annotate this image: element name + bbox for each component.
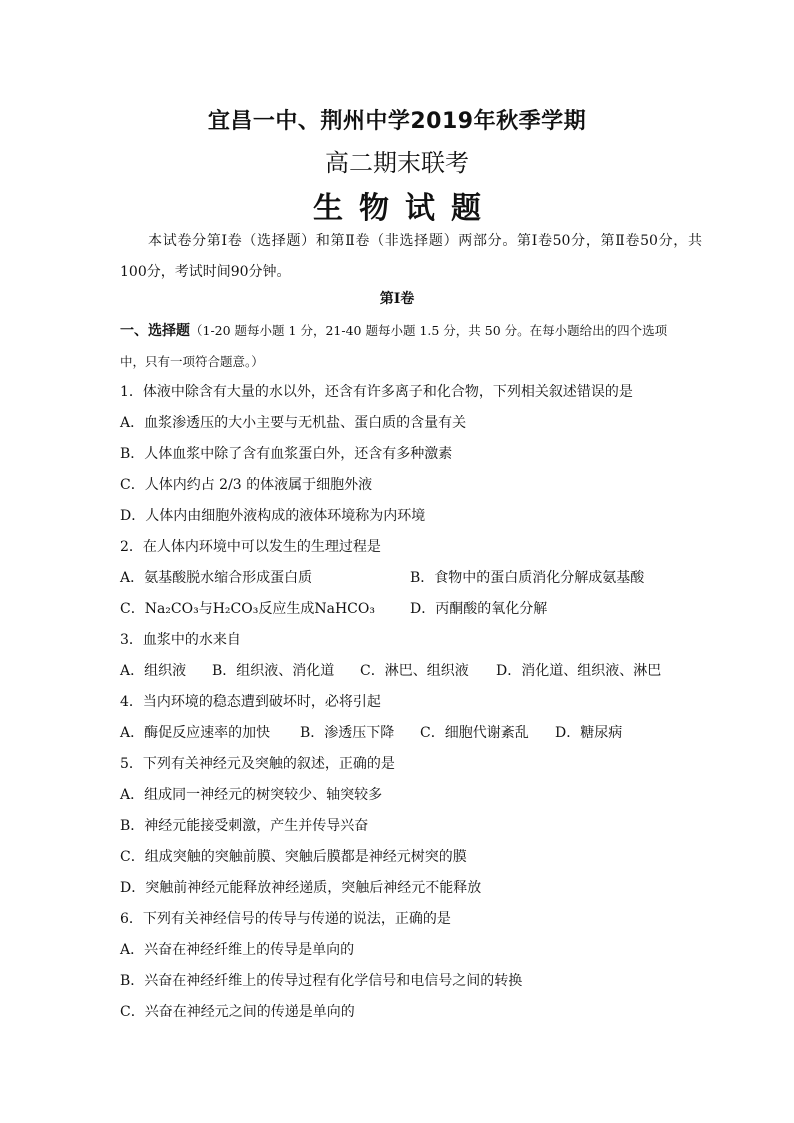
answer-option: D．糖尿病 xyxy=(555,725,623,741)
answer-option: C．淋巴、组织液 xyxy=(360,663,469,679)
part-heading xyxy=(120,315,702,346)
answer-option: D．丙酮酸的氧化分解 xyxy=(410,601,548,617)
question-list xyxy=(120,315,702,1028)
answer-option: C．Na₂CO₃与H₂CO₃反应生成NaHCO₃ xyxy=(120,601,375,617)
answer-option: A．氨基酸脱水缩合形成蛋白质 xyxy=(120,570,313,586)
answer-option: B．人体血浆中除了含有血浆蛋白外，还含有多种激素 xyxy=(120,446,453,462)
question-stem: 3．血浆中的水来自 xyxy=(120,632,241,648)
answer-option: A．兴奋在神经纤维上的传导是单向的 xyxy=(120,942,355,958)
answer-option: B．组织液、消化道 xyxy=(212,663,335,679)
answer-option: B．食物中的蛋白质消化分解成氨基酸 xyxy=(410,570,645,586)
part-instructions-cont: 中，只有一项符合题意。） xyxy=(120,354,264,369)
answer-option: B．兴奋在神经纤维上的传导过程有化学信号和电信号之间的转换 xyxy=(120,973,523,989)
question-stem: 1．体液中除含有大量的水以外，还含有许多离子和化合物，下列相关叙述错误的是 xyxy=(120,384,633,400)
option-row xyxy=(120,656,702,687)
question-stem: 4．当内环境的稳态遭到破坏时，必将引起 xyxy=(120,694,381,710)
answer-option: C．组成突触的突触前膜、突触后膜都是神经元树突的膜 xyxy=(120,849,467,865)
answer-option: A．酶促反应速率的加快 xyxy=(120,725,271,741)
answer-option: D．人体内由细胞外液构成的液体环境称为内环境 xyxy=(120,508,426,524)
section-heading: 第Ⅰ卷 xyxy=(379,291,415,307)
option-row xyxy=(120,594,702,625)
question-stem: 6．下列有关神经信号的传导与传递的说法，正确的是 xyxy=(120,911,451,927)
exam-intro: 本试卷分第Ⅰ卷（选择题）和第Ⅱ卷（非选择题）两部分。第Ⅰ卷50分，第Ⅱ卷50分，共100分，考试时间90分钟。 xyxy=(120,233,702,280)
answer-option: C．人体内约占 2/3 的体液属于细胞外液 xyxy=(120,477,373,493)
answer-option: D．消化道、组织液、淋巴 xyxy=(496,663,662,679)
part-title: 一、选择题 xyxy=(120,323,190,339)
answer-option: C．细胞代谢紊乱 xyxy=(420,725,529,741)
answer-option: B．神经元能接受刺激，产生并传导兴奋 xyxy=(120,818,369,834)
question-stem: 2．在人体内环境中可以发生的生理过程是 xyxy=(120,539,381,555)
question-stem: 5．下列有关神经元及突触的叙述，正确的是 xyxy=(120,756,395,772)
answer-option: B．渗透压下降 xyxy=(300,725,395,741)
answer-option: C．兴奋在神经元之间的传递是单向的 xyxy=(120,1004,355,1020)
answer-option: A．组成同一神经元的树突较少、轴突较多 xyxy=(120,787,383,803)
answer-option: A．血浆渗透压的大小主要与无机盐、蛋白质的含量有关 xyxy=(120,415,467,431)
part-instructions: （1-20 题每小题 1 分，21-40 题每小题 1.5 分，共 50 分。在每小题给出的四个选项 xyxy=(190,323,668,338)
exam-school-title: 宜昌一中、荆州中学2019年秋季学期 xyxy=(207,109,587,134)
option-row xyxy=(120,563,702,594)
answer-option: A．组织液 xyxy=(120,663,187,679)
answer-option: D．突触前神经元能释放神经递质，突触后神经元不能释放 xyxy=(120,880,482,896)
exam-term-title: 高二期末联考 xyxy=(325,149,469,177)
option-row xyxy=(120,718,702,749)
exam-subject-title: 生物试题 xyxy=(313,191,497,226)
